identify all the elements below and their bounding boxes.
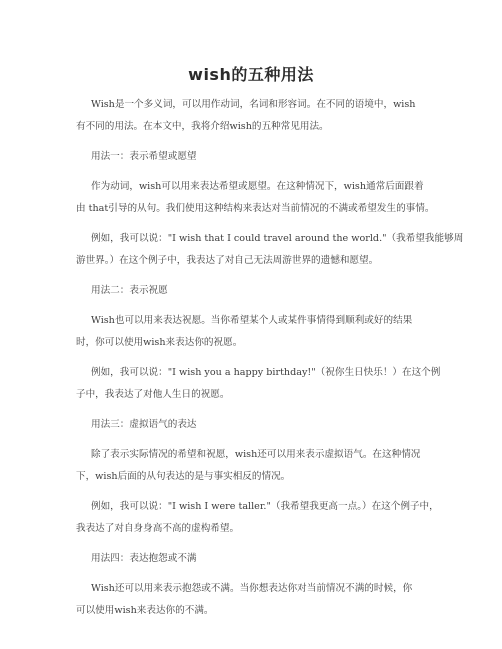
paragraph-line: 由 that引导的从句。我们使用这种结构来表达对当前情况的不满或希望发生的事情。	[76, 203, 435, 214]
paragraph-line: 我表达了对自身身高不高的虚构希望。	[76, 523, 240, 534]
paragraph-line: 可以使用wish来表达你的不满。	[76, 605, 214, 616]
paragraph-line: 作为动词，wish可以用来表达希望或愿望。在这种情况下，wish通常后面跟着	[91, 181, 424, 192]
paragraph-line: 例如，我可以说："I wish I were taller."（我希望我更高一点。）在这个例子中，	[91, 501, 439, 512]
section-heading: 用法一：表示希望或愿望	[91, 151, 197, 162]
section-heading: 用法三：虚拟语气的表达	[91, 419, 197, 430]
section-heading: 用法四：表达抱怨或不满	[91, 553, 197, 564]
paragraph-line: 例如，我可以说："I wish that I could travel around the world."（我希望我能够周	[91, 233, 464, 244]
paragraph-line: 除了表示实际情况的希望和祝愿，wish还可以用来表示虚拟语气。在这种情况	[91, 449, 421, 460]
paragraph-line: Wish是一个多义词，可以用作动词，名词和形容词。在不同的语境中，wish	[91, 99, 416, 110]
paragraph-line: 有不同的用法。在本文中，我将介绍wish的五种常见用法。	[76, 121, 329, 132]
paragraph-line: Wish也可以用来表达祝愿。当你希望某个人或某件事情得到顺利或好的结果	[91, 315, 413, 326]
paragraph-line: 例如，我可以说："I wish you a happy birthday!"（祝你生日快乐！）在这个例	[91, 367, 441, 378]
paragraph-line: Wish还可以用来表示抱怨或不满。当你想表达你对当前情况不满的时候，你	[91, 583, 413, 594]
paragraph-line: 下，wish后面的从句表达的是与事实相反的情况。	[76, 471, 291, 482]
paragraph-line: 时，你可以使用wish来表达你的祝愿。	[76, 337, 243, 348]
document-title: wish的五种用法	[188, 65, 314, 84]
section-heading: 用法二：表示祝愿	[91, 285, 168, 296]
paragraph-line: 子中，我表达了对他人生日的祝愿。	[76, 389, 230, 400]
paragraph-line: 游世界。）在这个例子中，我表达了对自己无法周游世界的遗憾和愿望。	[76, 255, 379, 266]
